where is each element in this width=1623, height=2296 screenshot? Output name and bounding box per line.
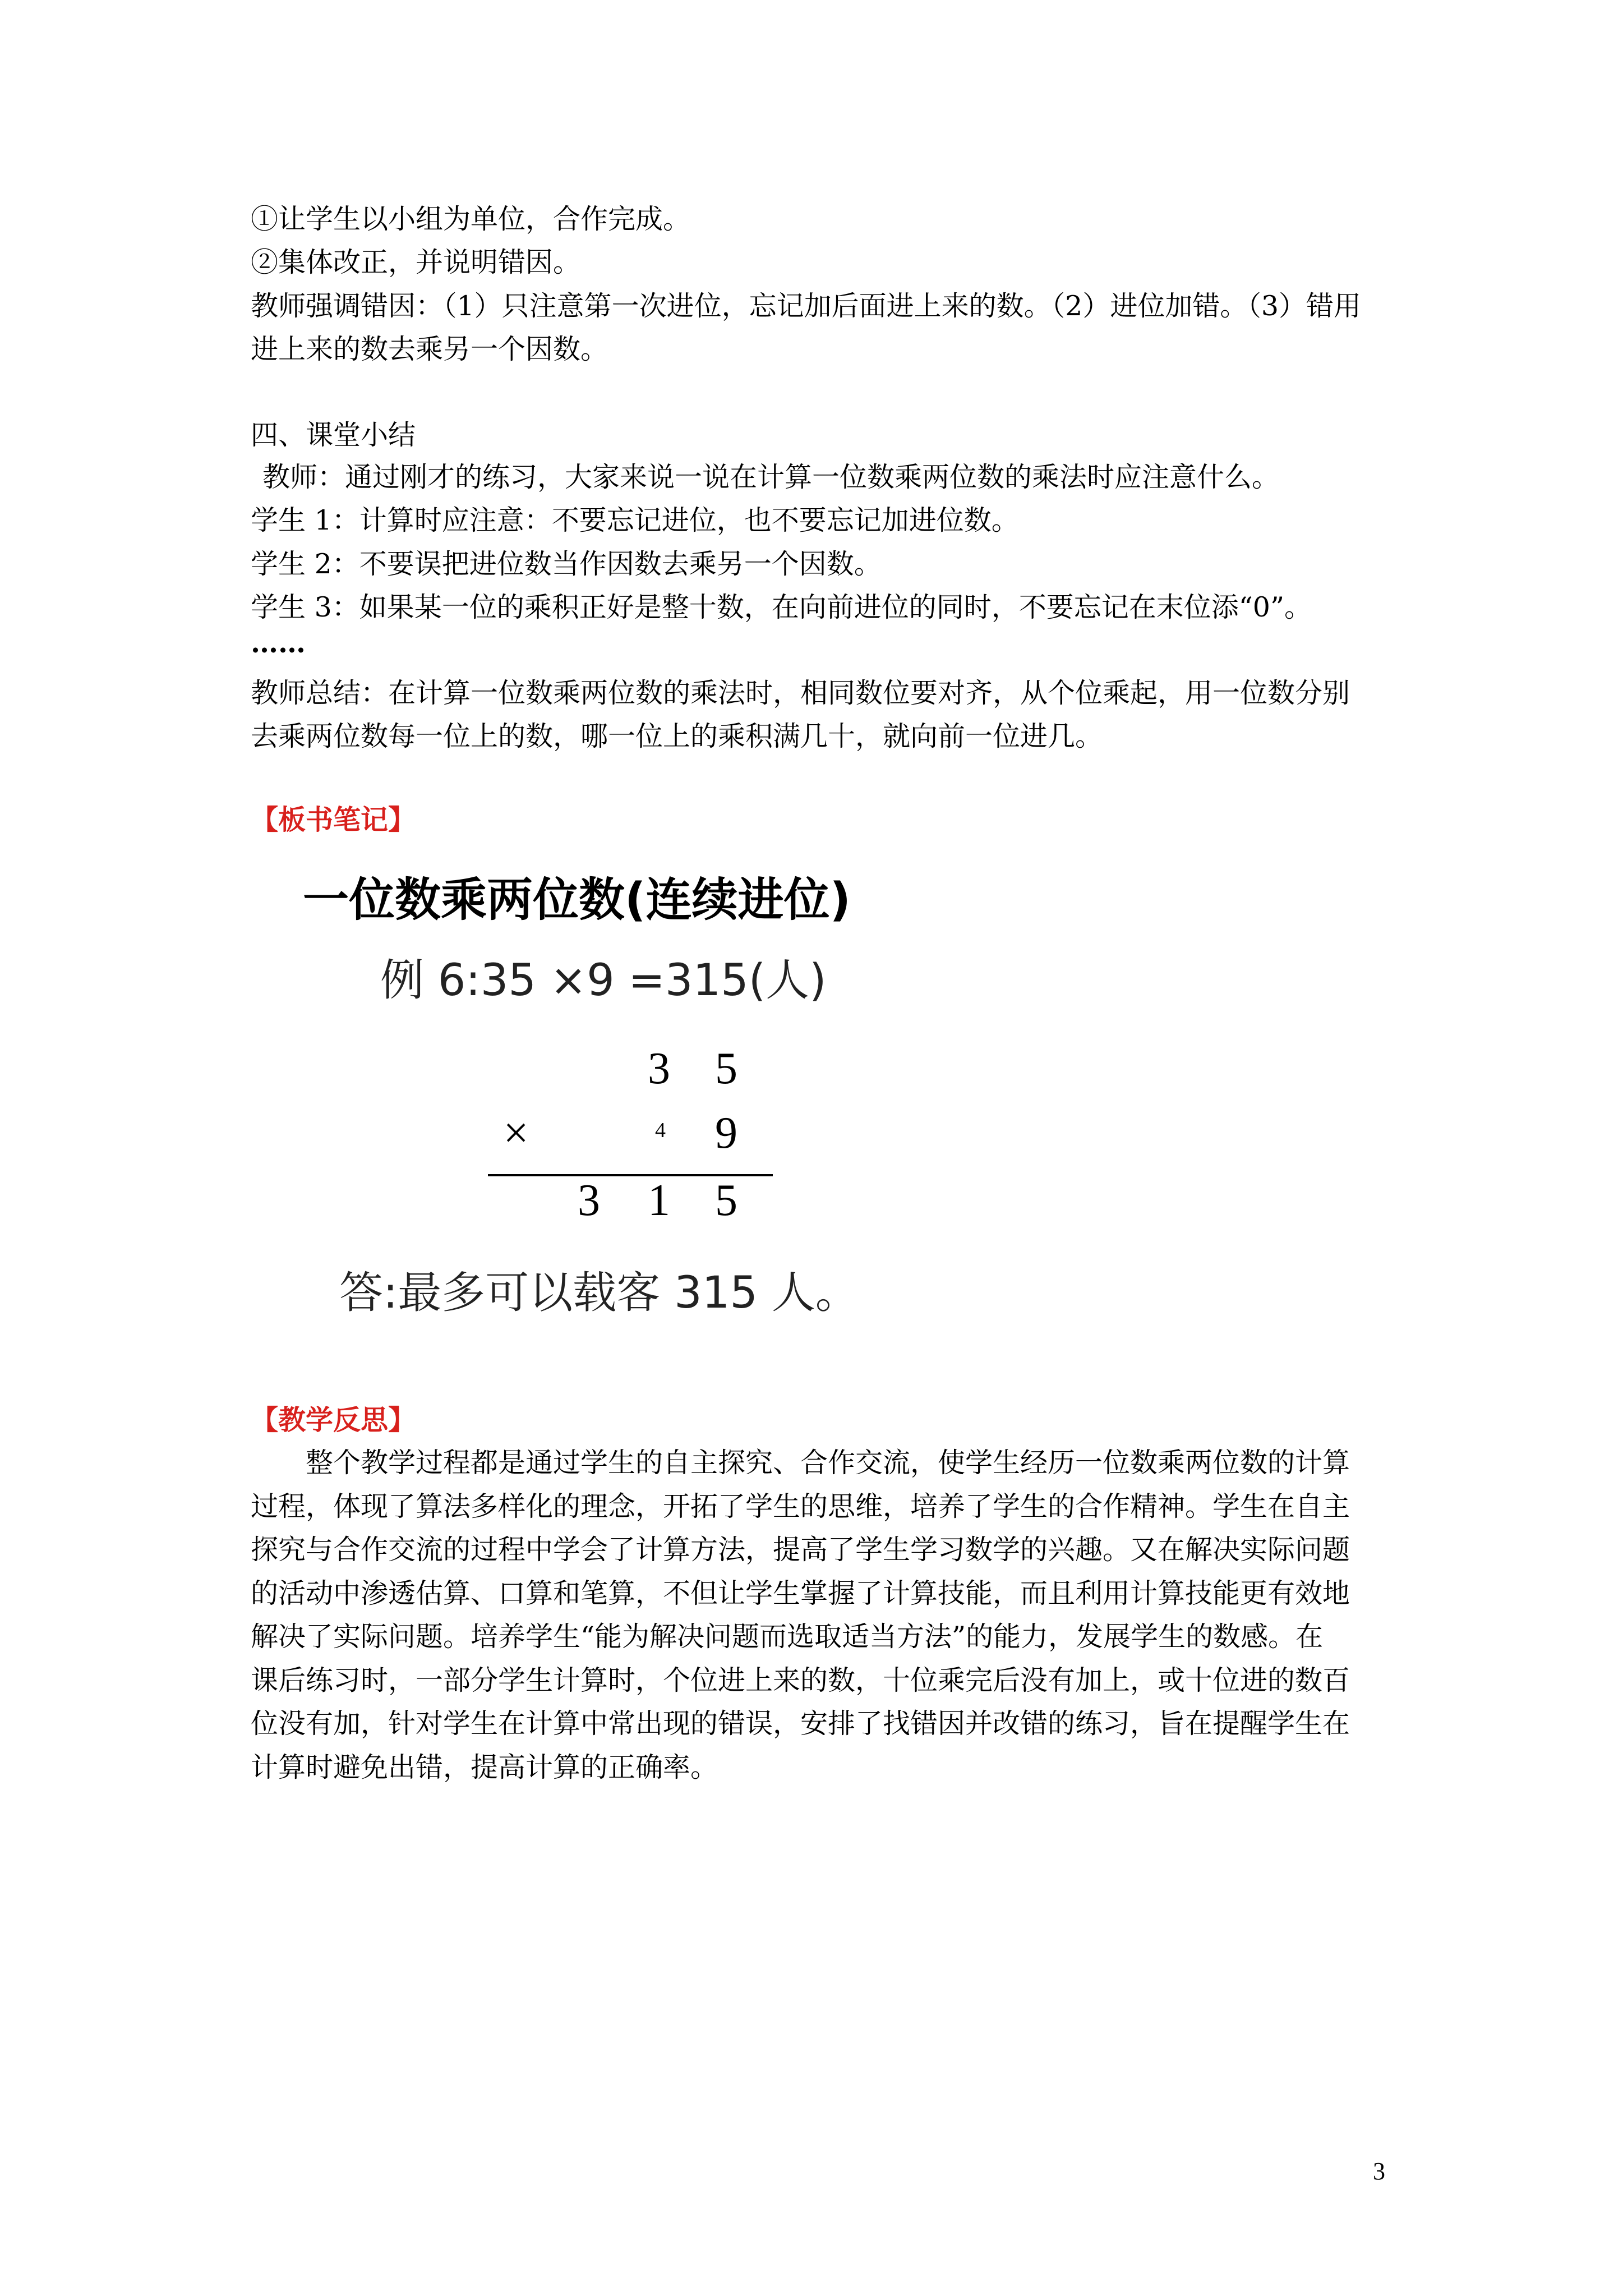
reflection-line: 计算时避免出错，提高计算的正确率。	[251, 1751, 718, 1783]
section-heading: 四、课堂小结	[251, 419, 416, 451]
reflection-line: 课后练习时，一部分学生计算时，个位进上来的数，十位乘完后没有加上，或十位进的数百	[251, 1664, 1350, 1696]
text-line: 学生 2：不要误把进位数当作因数去乘另一个因数。	[251, 548, 882, 580]
reflection-line: 整个教学过程都是通过学生的自主探究、合作交流，使学生经历一位数乘两位数的计算	[306, 1447, 1350, 1479]
result-hundreds: 3	[578, 1176, 600, 1225]
text-line: ②集体改正，并说明错因。	[251, 246, 581, 278]
reflection-heading: 【教学反思】	[251, 1404, 416, 1436]
board-example: 例 6:35 ×9 =315(人)	[380, 955, 827, 1006]
result-ones: 5	[715, 1176, 737, 1225]
page-number: 3	[1373, 2157, 1385, 2185]
reflection-line: 解决了实际问题。培养学生“能为解决问题而选取适当方法”的能力，发展学生的数感。在	[251, 1621, 1324, 1653]
text-line: 教师总结：在计算一位数乘两位数的乘法时，相同数位要对齐，从个位乘起，用一位数分别	[251, 677, 1350, 709]
text-line: 学生 3：如果某一位的乘积正好是整十数，在向前进位的同时，不要忘记在末位添“0”。	[251, 591, 1312, 623]
text-line: 教师：通过刚才的练习，大家来说一说在计算一位数乘两位数的乘法时应注意什么。	[262, 461, 1280, 493]
ellipsis: ……	[251, 627, 306, 659]
board-title: 一位数乘两位数(连续进位)	[303, 873, 851, 927]
reflection-line: 过程，体现了算法多样化的理念，开拓了学生的思维，培养了学生的合作精神。学生在自主	[251, 1490, 1350, 1522]
times-sign: ×	[503, 1108, 529, 1158]
reflection-line: 探究与合作交流的过程中学会了计算方法，提高了学生学习数学的兴趣。又在解决实际问题	[251, 1534, 1350, 1566]
text-line: 教师强调错因：（1）只注意第一次进位，忘记加后面进上来的数。（2）进位加错。（3）错用	[251, 290, 1362, 322]
multiplicand-ones: 5	[715, 1044, 737, 1093]
multiplier: 9	[715, 1108, 737, 1158]
board-heading: 【板书笔记】	[251, 803, 416, 836]
carry-digit: 4	[655, 1119, 666, 1142]
text-line: 进上来的数去乘另一个因数。	[251, 333, 608, 365]
result-tens: 1	[648, 1176, 670, 1225]
reflection-line: 的活动中渗透估算、口算和笔算，不但让学生掌握了计算技能，而且利用计算技能更有效地	[251, 1577, 1350, 1609]
text-line: ①让学生以小组为单位，合作完成。	[251, 203, 691, 235]
text-line: 学生 1：计算时应注意：不要忘记进位，也不要忘记加进位数。	[251, 504, 1019, 536]
multiplicand-tens: 3	[648, 1044, 670, 1093]
board-answer: 答:最多可以载客 315 人。	[339, 1268, 859, 1318]
text-line: 去乘两位数每一位上的数，哪一位上的乘积满几十，就向前一位进几。	[251, 720, 1103, 752]
reflection-line: 位没有加，针对学生在计算中常出现的错误，安排了找错因并改错的练习，旨在提醒学生在	[251, 1708, 1350, 1740]
